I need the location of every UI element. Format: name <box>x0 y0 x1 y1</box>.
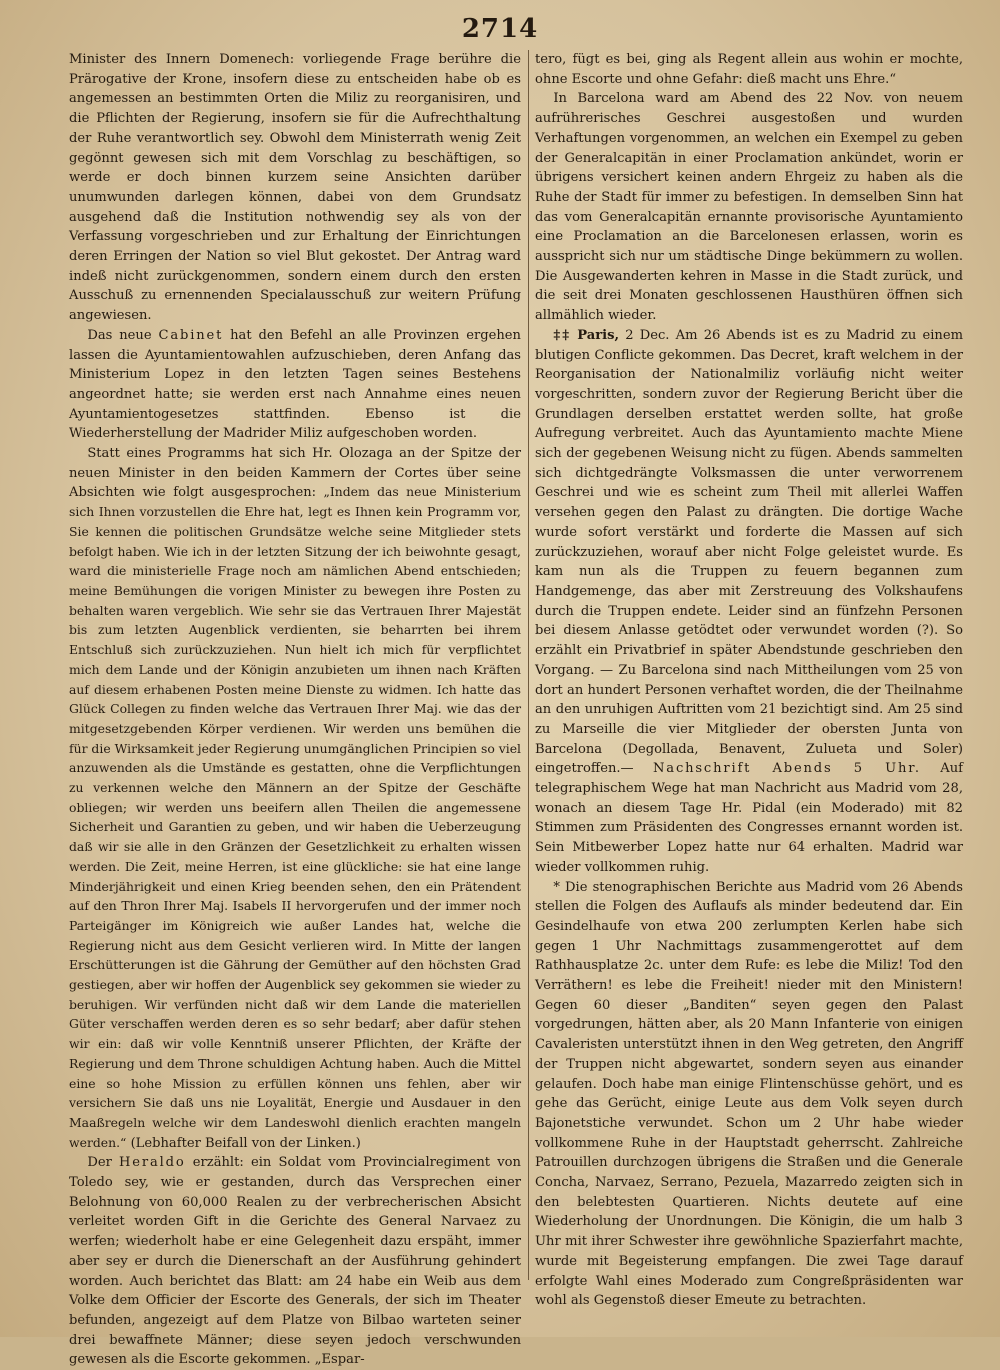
heraldo-lead: Der <box>87 1155 112 1171</box>
paris-report-text: 2 Dec. Am 26 Abends ist es zu Madrid zu einem blutigen Conflicte gekommen. Das Decret, kraft welchem in der Reorganisation der Nationalmiliz vorläufig nicht weiter vorgeschritten, sondern zuvor der Regierung Bericht über die Grundlagen derselben erstattet werden sollte, hat große Aufregung verbreitet. Auch das Ayuntamiento machte Miene sich der gegebenen Weisung nicht zu fügen. Abends sammelten sich dichtgedrängte Volksmassen die unter verworrenem Geschrei und wie es scheint zum Theil mit allerlei Waffen versehen gegen den Palast zu drängten. Die dortige Wache wurde sofort verstärkt und forderte die Massen auf sich zurückzuziehen, worauf aber nicht Folge geleistet wurde. Es kam nun als die Truppen zu feuern begannen zum Handgemenge, das aber mit Zerstreuung des Volkshaufens durch die Truppen endete. Leider sind an fünfzehn Personen bei diesem Anlasse getödtet oder verwundet worden (?). So erzählt ein Privatbrief in später Abendstunde geschrieben den Vorgang. — Zu Barcelona sind nach Mittheilungen vom 25 von dort an hundert Personen verhaftet worden, die der Theilnahme an den unruhigen Auftritten vom 21 bezichtigt sind. Am 25 sind zu Marseille die vier Mitglieder der obersten Junta von Barcelona (Degollada, Benavent, Zulueta und Soler) eingetroffen.— <box>535 327 963 777</box>
article-paragraph-heraldo <box>69 1153 521 1370</box>
article-paragraph-stenographic: * Die stenographischen Berichte aus Madrid vom 26 Abends stellen die Folgen des Auflaufs als minder bedeutend dar. Ein Gesindelhaufe von etwa 200 zerlumpten Kerlen habe sich gegen 1 Uhr Nachmittags zusammengerottet auf dem Rathhausplatze 2c. unter dem Rufe: es lebe die Miliz! Tod den Verräthern! es lebe die Freiheit! nieder mit den Ministern! Gegen 60 dieser „Banditen“ seyen gegen den Palast vorgedrungen, hätten aber, als 20 Mann Infanterie von einigen Cavaleristen unterstützt ihnen in den Weg getreten, den Angriff der Truppen nicht abgewartet, sondern seyen aus einander gelaufen. Doch habe man einige Flintenschüsse gehört, und es gehe das Gerücht, einige Leute aus dem Volk seyen durch Bajonetstiche verwundet. Schon um 2 Uhr habe wieder vollkommene Ruhe in der Hauptstadt geherrscht. Zahlreiche Patrouillen durchzogen übrigens die Straßen und die Generale Concha, Narvaez, Serrano, Pezuela, Mazarredo zeigten sich in den belebtesten Quartieren. Nichts deutete auf eine Wiederholung der Unordnungen. Die Königin, die um halb 3 Uhr mit ihrer Schwester ihre gewöhnliche Spazierfahrt machte, wurde mit Begeisterung empfangen. Die zwei Tage darauf erfolgte Wahl eines Moderado zum Congreßpräsidenten war wohl als Gegenstoß dieser Emeute zu betrachten. <box>535 879 963 1309</box>
applause-note: (Lebhafter Beifall von der Linken.) <box>130 1135 361 1151</box>
postscript-text: Auf telegraphischem Wege hat man Nachricht aus Madrid vom 28, wonach an diesem Tage Hr. Pidal (ein Moderado) mit 82 Stimmen zum Präsidenten des Congresses ernannt worden ist. Sein Mitbewerber Lopez hatte nur 64 erhalten. Madrid war wieder vollkommen ruhig. <box>535 761 963 875</box>
page-number: 2714 <box>461 14 539 44</box>
left-column <box>69 50 521 1370</box>
olozaga-intro-text: Statt eines Programms hat sich Hr. Olozaga an der Spitze der neuen Minister in den beiden Kammern der Cortes über seine Absichten wie folgt ausgesprochen: <box>69 446 521 501</box>
article-paragraph-barcelona: In Barcelona ward am Abend des 22 Nov. von neuem aufrührerisches Geschrei ausgestoßen und wurden Verhaftungen vorgenommen, an welchen ein Exempel zu geben der Generalcapitän in einer Proclamation ankündet, worin er übrigens versichert keinen andern Ehrgeiz zu haben als die Ruhe der Stadt für immer zu befestigen. In demselben Sinn hat das vom Generalcapitän ernannte provisorische Ayuntamiento eine Proclamation an die Barcelonesen erlassen, worin es ausspricht sich nur um städtische Dinge bekümmern zu wollen. Die Ausgewanderten kehren in Masse in die Stadt zurück, und die seit drei Monaten geschlossenen Hausthüren öffnen sich allmählich wieder. <box>535 91 963 324</box>
right-column <box>535 50 963 1311</box>
olozaga-speech-text: „Indem das neue Ministerium sich Ihnen vorzustellen die Ehre hat, legt es Ihnen kein Programm vor, Sie kennen die politischen Grundsätze welche seine Mitglieder stets befolgt haben. Wie ich in der letzten Sitzung der ich beiwohnte gesagt, ward die ministerielle Frage noch am nämlichen Abend entschieden; meine Bemühungen die vorigen Minister zu bewegen ihre Posten zu behalten waren vergeblich. Wie sehr sie das Vertrauen Ihrer Majestät bis zum letzten Augenblick verdienten, sie beharrten bei ihrem Entschluß sich zurückzuziehen. Nun hielt ich mich für verpflichtet mich dem Lande und der Königin anzubieten um ihnen nach Kräften auf diesem erhabenen Posten meine Dienste zu widmen. Ich hatte das Glück Collegen zu finden welche das Vertrauen Ihrer Maj. wie das der mitgesetzgebenden Körper verdienen. Wir werden uns bemühen die für die Wirksamkeit jeder Regierung unumgänglichen Principien so viel anzuwenden als die Umstände es gestatten, ohne die Verpflichtungen zu verkennen welche den Männern an der Spitze der Geschäfte obliegen; wir werden uns beeifern allen Theilen die angemessene Sicherheit und Garantien zu geben, und wir haben die Ueberzeugung daß wir sie alle in den Gränzen der Gesetzlichkeit zu erhalten wissen werden. Die Zeit, meine Herren, ist eine glückliche: sie hat eine lange Minderjährigkeit und einen Krieg beenden sehen, den ein Prätendent auf den Thron Ihrer Maj. Isabels II hervorgerufen und der immer noch Parteigänger im Königreich wie außer Landes hat, welche die Regierung nicht aus dem Gesicht verlieren wird. In Mitte der langen Erschütterungen ist die Gährung der Gemüther auf den höchsten Grad gestiegen, aber wir hoffen der Augenblick sey gekommen sie wieder zu beruhigen. Wir verfünden nicht daß wir dem Lande die materiellen Güter verschaffen werden deren es so sehr bedarf; aber dafür stehen wir ein: daß wir volle Kenntniß unserer Pflichten, der Kräfte der Regierung und dem Throne schuldigen Achtung haben. Auch die Mittel eine so hohe Mission zu erfüllen können uns fehlen, aber wir versichern Sie daß uns nie Loyalität, Energie und Ausdauer in den Maaßregeln welche wir dem Landeswohl dienlich erachten mangeln werden.“ <box>69 484 521 1150</box>
cabinet-keyword: Cabinet <box>158 327 224 343</box>
article-paragraph-olozaga-intro <box>69 444 521 1153</box>
olozaga-speech <box>69 484 521 1149</box>
cabinet-lead: Das neue <box>87 327 152 343</box>
postscript-heading: Nachschrift Abends 5 Uhr. <box>653 761 921 777</box>
heraldo-text: erzählt: ein Soldat vom Provincialregiment von Toledo sey, wie er gestanden, durch das Versprechen einer Belohnung von 60,000 Realen zu der verbrecherischen Absicht verleitet worden Gift in die Gerichte des General Narvaez zu werfen; wiederholt habe er eine Gelegenheit dazu erspäht, immer aber sey er durch die Dienerschaft an der Ausführung gehindert worden. Auch berichtet das Blatt: am 24 habe ein Weib aus dem Volke dem Officier der Escorte des Generals, der sich im Theater befunden, angezeigt auf dem Platze von Bilbao warteten seiner drei bewaffnete Männer; diese seyen jedoch verschwunden gewesen als die Escorte gekommen. „Espar- <box>69 1155 521 1368</box>
dateline-place: Paris, <box>577 327 620 343</box>
cabinet-text: hat den Befehl an alle Provinzen ergehen lassen die Ayuntamientowahlen aufzuschieben, deren Anfang das Ministerium Lopez in den letzten Tagen seines Bestehens angeordnet hatte; sie werden erst nach Annahme eines neuen Ayuntamientogesetzes stattfinden. Ebenso ist die Wiederherstellung der Madrider Miliz aufgeschoben worden. <box>69 327 521 442</box>
article-paragraph-espartero: tero, fügt es bei, ging als Regent allein aus wohin er mochte, ohne Escorte und ohne Gefahr: dieß macht uns Ehre.“ <box>535 52 963 87</box>
heraldo-keyword: Heraldo <box>119 1155 186 1171</box>
article-paragraph-paris-report <box>535 326 963 878</box>
article-paragraph-cabinet <box>69 326 521 444</box>
article-paragraph-domenech: Minister des Innern Domenech: vorliegende Frage berühre die Prärogative der Krone, insofern diese zu entscheiden habe ob es angemessen an bestimmten Orten die Miliz zu reorganisiren, und die Pflichten der Regierung, insofern sie für die Aufrechthaltung der Ruhe verantwortlich sey. Obwohl dem Ministerrath wenig Zeit gegönnt gewesen sich mit dem Vorschlag zu beschäftigen, so werde er doch binnen kurzem seine Ansichten darüber unumwunden darlegen können, dabei von dem Grundsatz ausgehend daß die Institution nothwendig sey als von der Verfassung vorgeschrieben und zur Erhaltung der Einrichtungen deren Erringen der Nation so viel Blut gekostet. Der Antrag ward indeß nicht zurückgenommen, sondern einem durch den ersten Ausschuß zu ernennenden Specialausschuß zur weitern Prüfung angewiesen. <box>69 52 521 324</box>
column-divider <box>528 50 529 1280</box>
correspondent-mark: ‡‡ <box>553 327 572 343</box>
